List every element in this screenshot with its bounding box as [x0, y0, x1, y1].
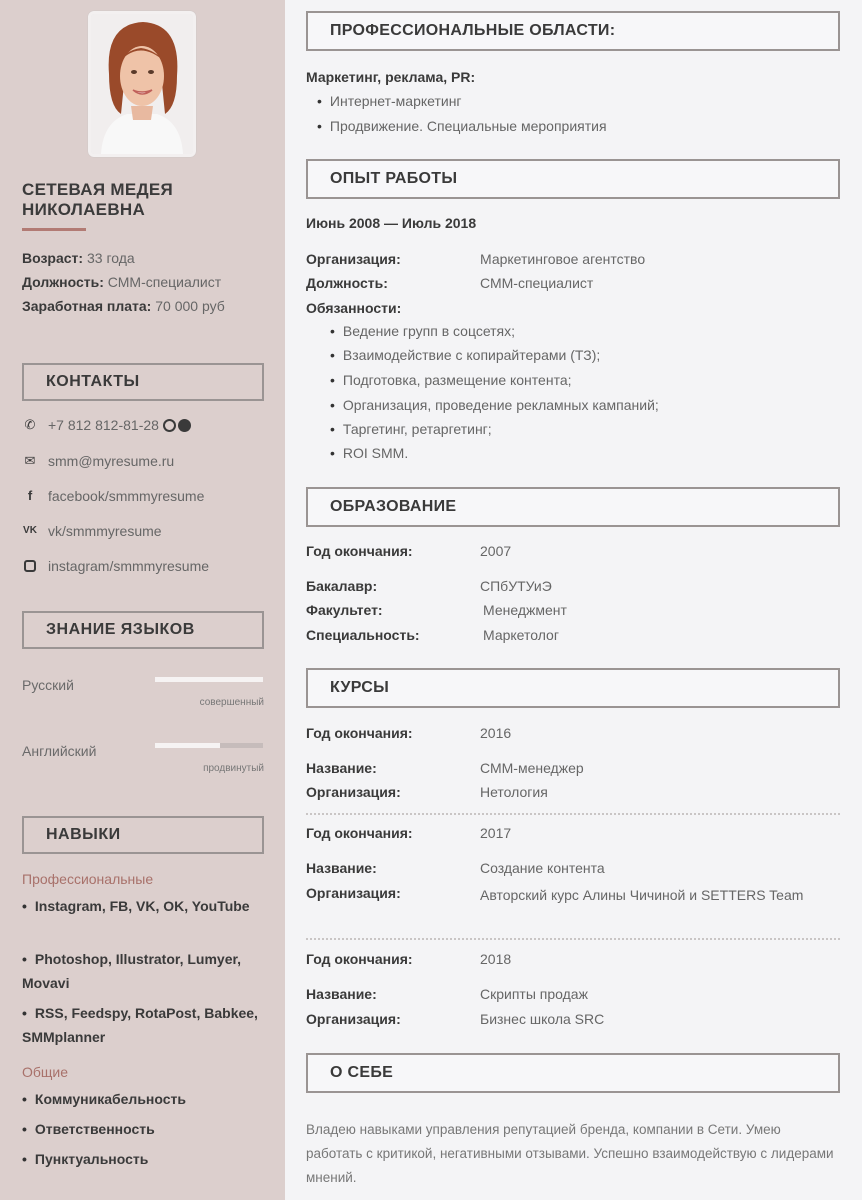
language-name: Английский	[22, 743, 97, 759]
course-org-label: Организация:	[306, 1011, 401, 1027]
experience-heading: ОПЫТ РАБОТЫ	[306, 159, 840, 199]
profile-photo	[88, 11, 196, 157]
vk-icon: VK	[23, 525, 37, 536]
course-year-value: 2016	[480, 725, 512, 741]
edu-year-label: Год окончания:	[306, 543, 413, 559]
skills-heading: НАВЫКИ	[22, 816, 264, 854]
about-heading: О СЕБЕ	[306, 1053, 840, 1093]
contact-vk[interactable]	[22, 520, 162, 542]
language-level-fill	[155, 743, 220, 748]
edu-degree-label: Бакалавр:	[306, 578, 378, 594]
duties-label: Обязанности:	[306, 300, 402, 316]
duty-item: • Организация, проведение рекламных кампаний;	[330, 395, 659, 415]
language-level: совершенный	[199, 697, 264, 708]
skill-item: • Ответственность	[22, 1117, 262, 1141]
phone-icon: ✆	[24, 417, 36, 432]
telegram-icon	[178, 419, 191, 432]
portrait-image	[91, 14, 193, 154]
skill-item: • Пунктуальность	[22, 1147, 262, 1171]
phone-text: +7 812 812-81-28	[48, 417, 159, 433]
edu-faculty-label: Факультет:	[306, 602, 383, 618]
contacts-heading: КОНТАКТЫ	[22, 363, 264, 401]
course-name-label: Название:	[306, 986, 377, 1002]
edu-faculty-value: Менеджмент	[483, 602, 567, 618]
course-org-label: Организация:	[306, 885, 401, 901]
course-org-label: Организация:	[306, 784, 401, 800]
duty-item: • Взаимодействие с копирайтерами (ТЗ);	[330, 345, 600, 365]
edu-spec-value: Маркетолог	[483, 627, 559, 643]
areas-heading: ПРОФЕССИОНАЛЬНЫЕ ОБЛАСТИ:	[306, 11, 840, 51]
courses-heading: КУРСЫ	[306, 668, 840, 708]
facebook-text: facebook/smmmyresume	[48, 488, 205, 504]
duty-item: • Подготовка, размещение контента;	[330, 370, 572, 390]
course-name-label: Название:	[306, 860, 377, 876]
duty-item: • Таргетинг, ретаргетинг;	[330, 419, 492, 439]
language-name: Русский	[22, 677, 74, 693]
vk-text: vk/smmmyresume	[48, 523, 162, 539]
skill-item: • Instagram, FB, VK, OK, YouTube	[22, 894, 262, 918]
course-divider	[306, 813, 840, 815]
skill-item: • Photoshop, Illustrator, Lumyer, Movavi	[22, 947, 262, 995]
course-org-value: Бизнес школа SRC	[480, 1011, 605, 1027]
course-name-value: СММ-менеджер	[480, 760, 584, 776]
name-underline	[22, 228, 86, 231]
edu-spec-label: Специальность:	[306, 627, 420, 643]
email-text: smm@myresume.ru	[48, 453, 175, 469]
skill-item: • Коммуникабельность	[22, 1087, 262, 1111]
course-divider	[306, 938, 840, 940]
duty-item: • Ведение групп в соцсетях;	[330, 321, 515, 341]
contact-facebook[interactable]	[22, 485, 204, 507]
experience-period: Июнь 2008 — Июль 2018	[306, 215, 477, 231]
language-level: продвинутый	[203, 763, 264, 774]
age-label: Возраст:	[22, 250, 84, 266]
salary-value: 70 000 руб	[155, 298, 225, 314]
course-year-value: 2017	[480, 825, 512, 841]
area-item: • Интернет-маркетинг	[317, 91, 462, 111]
languages-heading: ЗНАНИЕ ЯЗЫКОВ	[22, 611, 264, 649]
language-level-bar	[155, 677, 263, 682]
language-row	[22, 677, 264, 708]
personal-info	[22, 246, 267, 318]
full-name: СЕТЕВАЯ МЕДЕЯ НИКОЛАЕВНА	[22, 180, 174, 219]
edu-degree-value: СПбУТУиЭ	[480, 578, 552, 594]
age-value: 33 года	[86, 250, 135, 266]
course-year-value: 2018	[480, 951, 512, 967]
experience-org-label: Организация:	[306, 251, 401, 267]
course-year-label: Год окончания:	[306, 951, 413, 967]
language-level-bar	[155, 743, 263, 748]
course-name-value: Создание контента	[480, 860, 605, 876]
course-name-value: Скрипты продаж	[480, 986, 588, 1002]
experience-org-value: Маркетинговое агентство	[480, 251, 646, 267]
duty-item: • ROI SMM.	[330, 443, 408, 463]
edu-year-value: 2007	[480, 543, 512, 559]
professional-skills-label: Профессиональные	[22, 871, 154, 887]
general-skills-label: Общие	[22, 1064, 69, 1080]
contact-email[interactable]	[22, 450, 174, 472]
area-item: • Продвижение. Специальные мероприятия	[317, 116, 607, 136]
language-row	[22, 743, 264, 774]
experience-pos-label: Должность:	[306, 275, 388, 291]
course-org-value: Нетология	[480, 784, 548, 800]
contact-phone[interactable]	[22, 414, 191, 436]
main-content	[285, 0, 862, 1200]
instagram-icon	[22, 560, 38, 572]
course-year-label: Год окончания:	[306, 725, 413, 741]
instagram-text: instagram/smmmyresume	[48, 558, 210, 574]
skill-item: • RSS, Feedspy, RotaPost, Babkee, SMMplanner	[22, 1001, 262, 1049]
language-level-fill	[155, 677, 263, 682]
facebook-icon: f	[27, 488, 33, 503]
sidebar	[0, 0, 285, 1200]
areas-category: Маркетинг, реклама, PR:	[306, 69, 476, 85]
email-icon: ✉	[24, 453, 36, 468]
contact-instagram[interactable]	[22, 555, 209, 577]
whatsapp-icon	[163, 419, 176, 432]
course-org-value: Авторский курс Алины Чичиной и SETTERS Team	[480, 887, 804, 903]
position-label: Должность:	[22, 274, 104, 290]
course-name-label: Название:	[306, 760, 377, 776]
salary-label: Заработная плата:	[22, 298, 152, 314]
about-text: Владею навыками управления репутацией бренда, компании в Сети. Умею работать с критикой, негативными отзывами. Успешно взаимодействую с лидерами мнений.	[306, 1122, 834, 1185]
experience-pos-value: СММ-специалист	[480, 275, 594, 291]
position-value: СММ-специалист	[107, 274, 222, 290]
education-heading: ОБРАЗОВАНИЕ	[306, 487, 840, 527]
course-year-label: Год окончания:	[306, 825, 413, 841]
